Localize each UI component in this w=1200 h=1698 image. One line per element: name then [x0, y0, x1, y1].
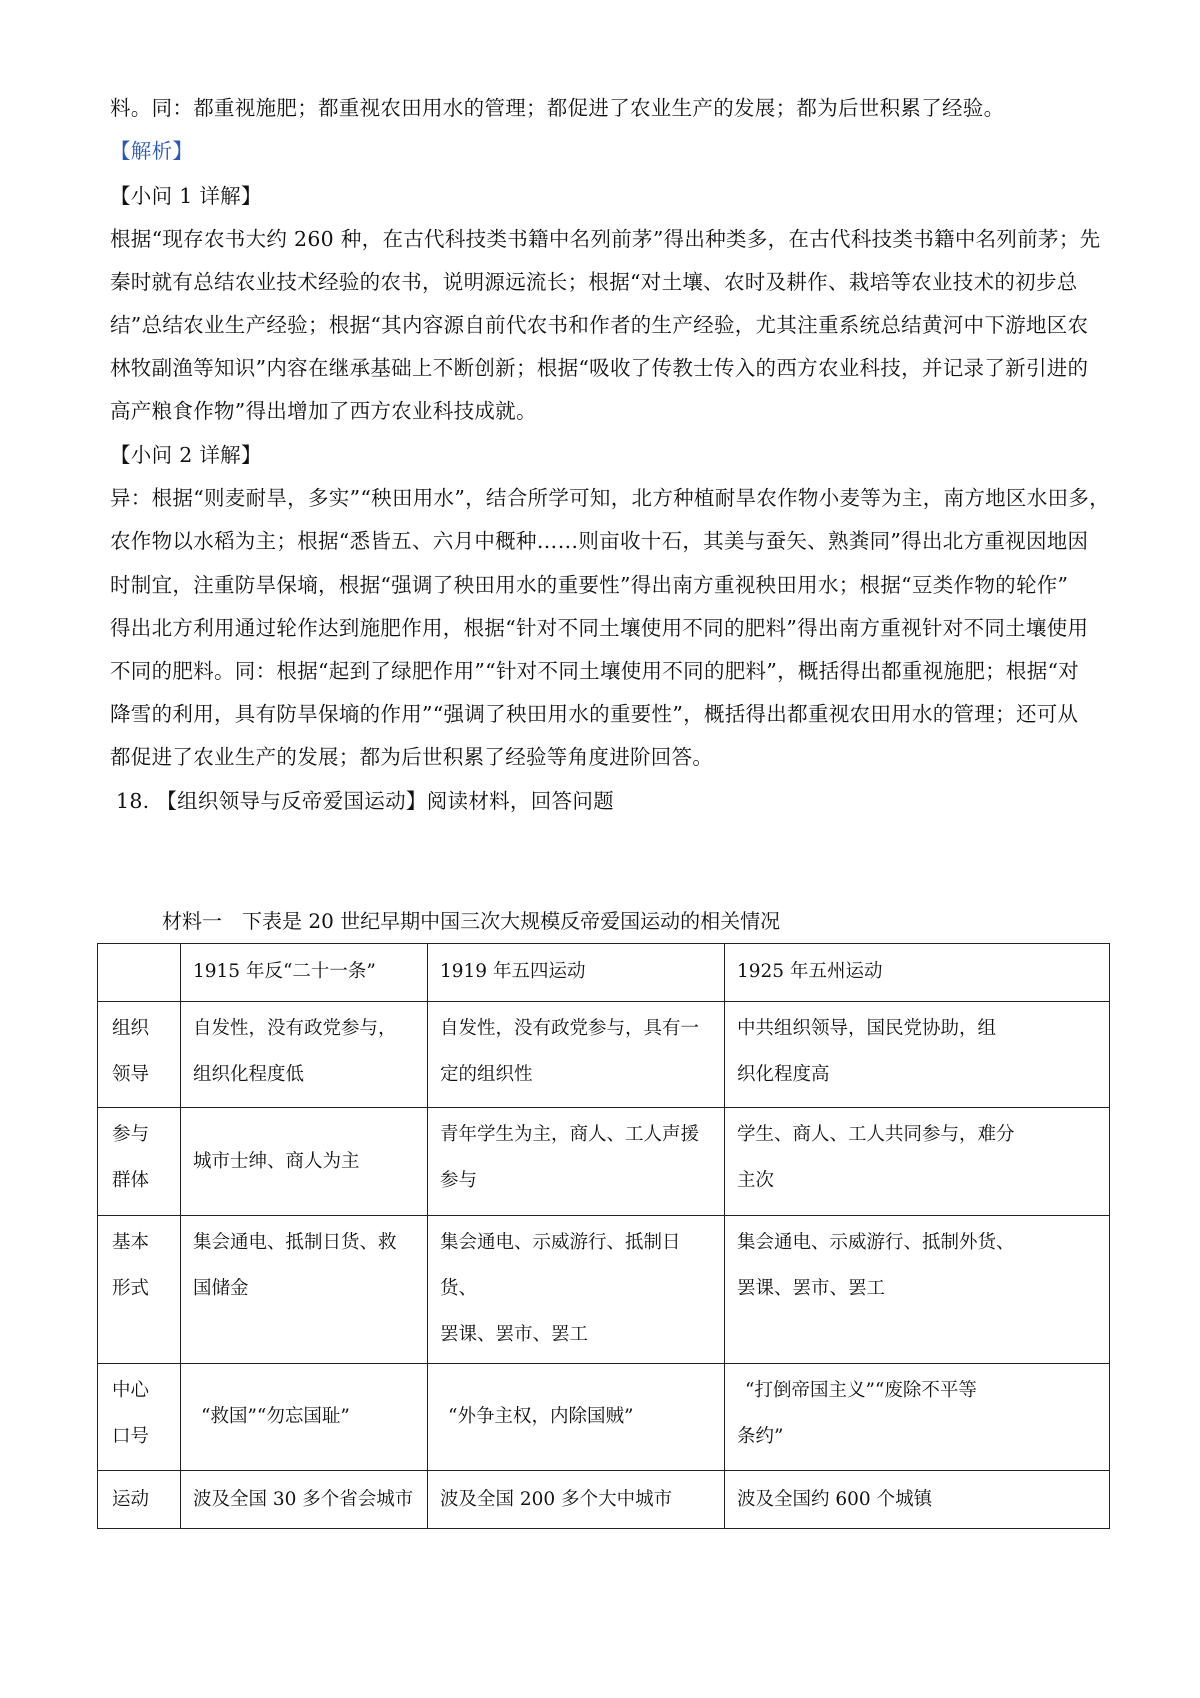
row-header: 组织 领导	[98, 1001, 181, 1107]
table-row	[98, 1001, 1110, 1107]
row-header: 参与 群体	[98, 1108, 181, 1215]
table-cell: 集会通电、示威游行、抵制外货、 罢课、罢市、罢工	[725, 1215, 1110, 1363]
table-cell: “救国”“勿忘国耻”	[181, 1363, 428, 1470]
text-line: 异：根据“则麦耐旱，多实”“秧田用水”，结合所学可知，北方种植耐旱农作物小麦等为主，南方地区水田多，	[110, 486, 1110, 510]
table-cell: 集会通电、示威游行、抵制日货、 罢课、罢市、罢工	[428, 1215, 725, 1363]
text-line: 不同的肥料。同：根据“起到了绿肥作用”“针对不同土壤使用不同的肥料”，概括得出都重视施肥；根据“对	[110, 659, 1080, 683]
table-row	[98, 1108, 1110, 1215]
text-line: 料。同：都重视施肥；都重视农田用水的管理；都促进了农业生产的发展；都为后世积累了经验。	[110, 96, 1005, 120]
text-line: 林牧副渔等知识”内容在继承基础上不断创新；根据“吸收了传教士传入的西方农业科技，并记录了新引进的	[110, 356, 1089, 380]
table-cell: 城市士绅、商人为主	[181, 1108, 428, 1215]
text-line: 高产粮食作物”得出增加了西方农业科技成就。	[110, 399, 537, 423]
analysis-heading: 【解析】	[110, 139, 194, 163]
table-cell: 学生、商人、工人共同参与，难分 主次	[725, 1108, 1110, 1215]
table-cell: 自发性，没有政党参与，具有一 定的组织性	[428, 1001, 725, 1107]
table-cell: “外争主权，内除国贼”	[428, 1363, 725, 1470]
text-line: 秦时就有总结农业技术经验的农书，说明源远流长；根据“对土壤、农时及耕作、栽培等农业技术的初步总	[110, 270, 1078, 294]
question-18-heading: 18. 【组织领导与反帝爱国运动】阅读材料，回答问题	[116, 789, 614, 813]
text-line: 得出北方利用通过轮作达到施肥作用，根据“针对不同土壤使用不同的肥料”得出南方重视针对不同土壤使用	[110, 616, 1089, 640]
table-row	[98, 1471, 1110, 1529]
text-line: 结”总结农业生产经验；根据“其内容源自前代农书和作者的生产经验，尤其注重系统总结黄河中下游地区农	[110, 313, 1089, 337]
table-cell: 波及全国约 600 个城镇	[725, 1471, 1110, 1529]
table-cell: 自发性，没有政党参与， 组织化程度低	[181, 1001, 428, 1107]
table-row	[98, 1363, 1110, 1470]
row-header: 中心 口号	[98, 1363, 181, 1470]
table-header-cell: 1919 年五四运动	[428, 944, 725, 1002]
material-title: 材料一 下表是 20 世纪早期中国三次大规模反帝爱国运动的相关情况	[162, 909, 781, 933]
row-header: 运动	[98, 1471, 181, 1529]
table-row	[98, 1215, 1110, 1363]
subquestion-heading: 【小问 2 详解】	[110, 443, 262, 467]
table-cell: 中共组织领导，国民党协助，组 织化程度高	[725, 1001, 1110, 1107]
subquestion-heading: 【小问 1 详解】	[110, 184, 262, 208]
movements-table	[97, 943, 1110, 1529]
text-line: 降雪的利用，具有防旱保墒的作用”“强调了秧田用水的重要性”，概括得出都重视农田用水的管理；还可从	[110, 702, 1079, 726]
table-cell: “打倒帝国主义”“废除不平等 条约”	[725, 1363, 1110, 1470]
table-header-cell: 1915 年反“二十一条”	[181, 944, 428, 1002]
text-line: 都促进了农业生产的发展；都为后世积累了经验等角度进阶回答。	[110, 745, 714, 769]
row-header: 基本 形式	[98, 1215, 181, 1363]
text-line: 根据“现存农书大约 260 种，在古代科技类书籍中名列前茅”得出种类多，在古代科技类书籍中名列前茅；先	[110, 227, 1101, 251]
table-cell: 波及全国 200 多个大中城市	[428, 1471, 725, 1529]
table-cell: 青年学生为主，商人、工人声援 参与	[428, 1108, 725, 1215]
table-cell: 集会通电、抵制日货、救 国储金	[181, 1215, 428, 1363]
text-line: 农作物以水稻为主；根据“悉皆五、六月中穊种……则亩收十石，其美与蚕矢、熟粪同”得出北方重视因地因	[110, 529, 1089, 553]
table-header-row	[98, 944, 1110, 1002]
table-header-cell: 1925 年五州运动	[725, 944, 1110, 1002]
text-line: 时制宜，注重防旱保墒，根据“强调了秧田用水的重要性”得出南方重视秧田用水；根据“豆类作物的轮作”	[110, 573, 1069, 597]
table-cell: 波及全国 30 多个省会城市	[181, 1471, 428, 1529]
table-header-cell	[98, 944, 181, 1002]
